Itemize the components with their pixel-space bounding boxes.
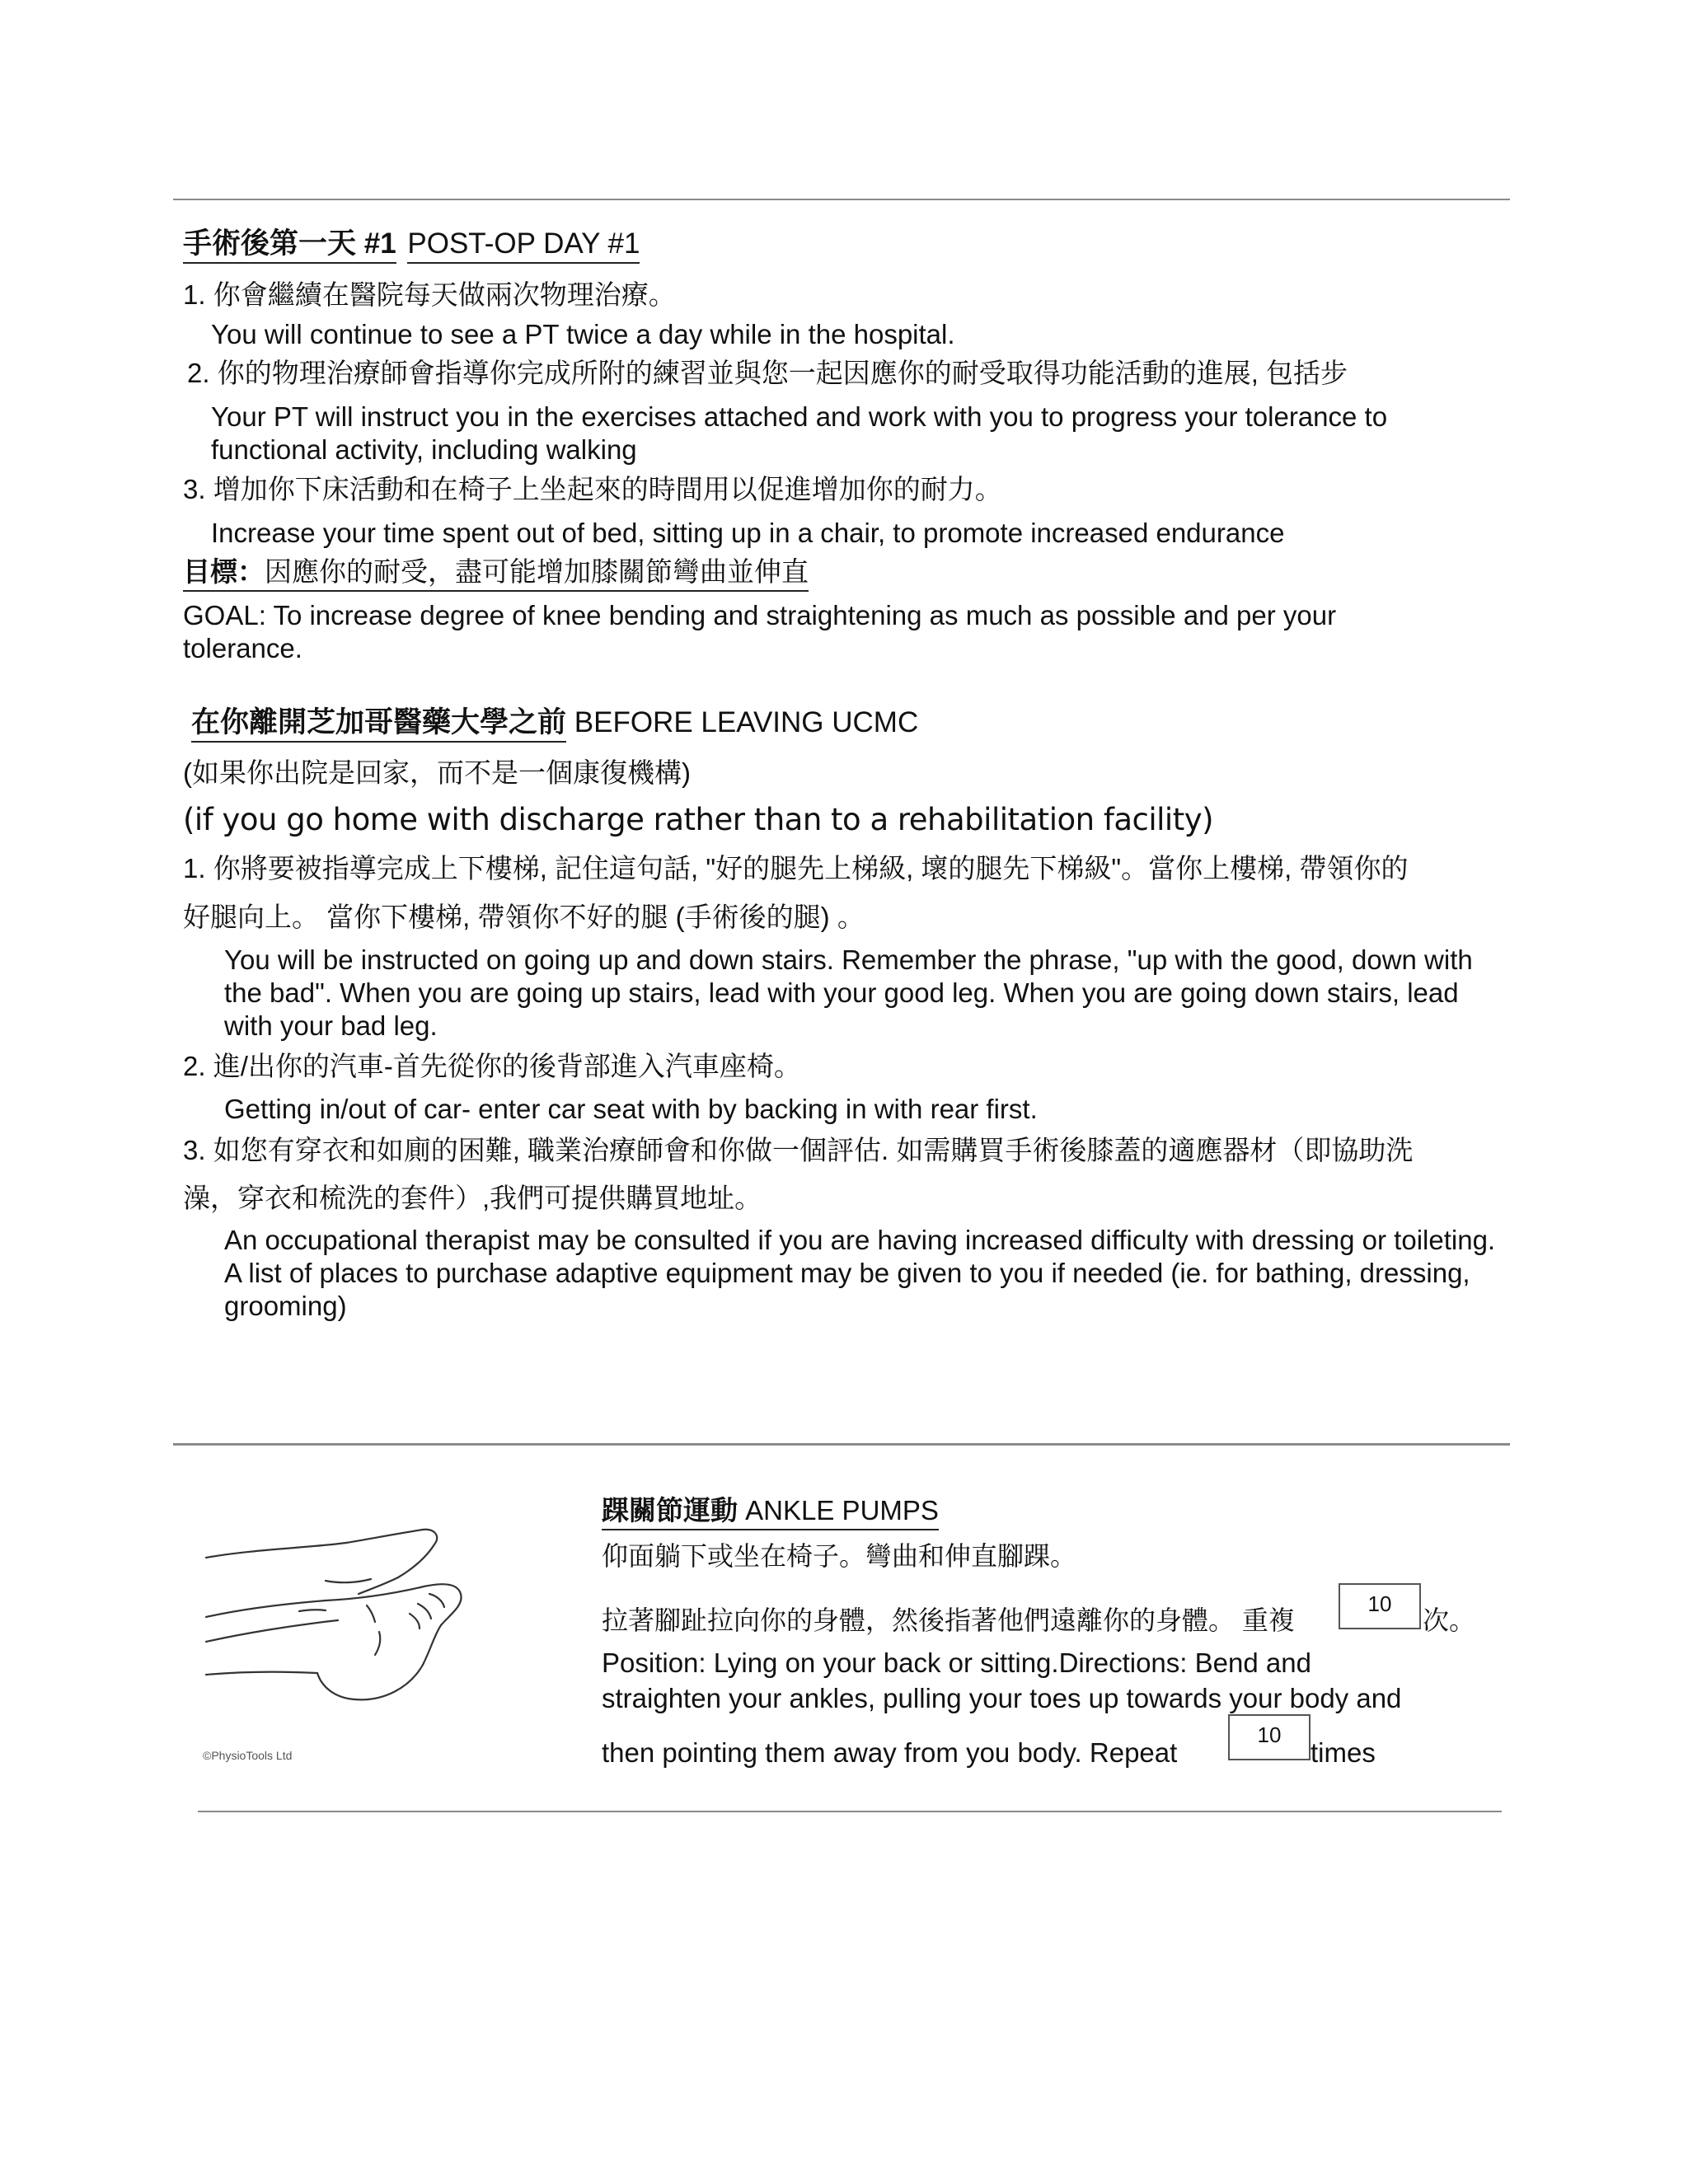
section2-item2-en: Getting in/out of car- enter car seat with by backing in with rear first. — [224, 1094, 1038, 1124]
exercise-en-line3: then pointing them away from you body. Repeat — [602, 1737, 1178, 1768]
section2-item3-zh-line1: 3. 如您有穿衣和如廁的困難, 職業治療師會和你做一個評估. 如需購買手術後膝蓋的適應器材（即協助洗 — [183, 1135, 1414, 1165]
goal-text-zh: 因應你的耐受，盡可能增加膝關節彎曲並伸直 — [265, 556, 809, 587]
image-credit: ©PhysioTools Ltd — [203, 1749, 293, 1762]
goal-heading-zh — [183, 555, 809, 592]
section2-heading-zh: 在你離開芝加哥醫藥大學之前 — [191, 706, 567, 738]
exercise-en-line2: straighten your ankles, pulling your toes up towards your body and — [602, 1683, 1402, 1713]
section2-item1-zh-line2: 好腿向上。 當你下樓梯, 帶領你不好的腿 (手術後的腿) 。 — [183, 902, 865, 932]
section2-item1-zh-line1: 1. 你將要被指導完成上下樓梯, 記住這句話, "好的腿先上梯級, 壞的腿先下梯級"。當你上樓梯, 帶領你的 — [183, 853, 1409, 883]
section1-heading — [183, 227, 640, 264]
ankle-pump-foot-illustration — [202, 1525, 466, 1714]
section2-heading — [191, 706, 918, 743]
section2-note-en: (if you go home with discharge rather than to a rehabilitation facility) — [183, 802, 1214, 837]
exercise-title-en: ANKLE PUMPS — [745, 1495, 939, 1526]
goal-label-zh: 目標： — [183, 556, 265, 587]
exercise-en-line1: Position: Lying on your back or sitting.Directions: Bend and — [602, 1647, 1311, 1678]
section1-item2-zh: 2. 你的物理治療師會指導你完成所附的練習並與您一起因應你的耐受取得功能活動的進展, 包括步 — [187, 358, 1348, 388]
exercise-bottom-divider — [198, 1811, 1502, 1812]
section2-item3-zh-line2: 澡，穿衣和梳洗的套件）,我們可提供購買地址。 — [183, 1183, 762, 1213]
section1-item2-en: Your PT will instruct you in the exercises attached and work with you to progress your tolerance to functional activity, including walking — [211, 401, 1388, 465]
section2-item3-en: An occupational therapist may be consulted if you are having increased difficulty with dressing or toileting. A list of places to purchase adaptive equipment may be given to you if needed (ie. for bathing, dressing, grooming) — [224, 1225, 1496, 1321]
exercise-line1-zh: 仰面躺下或坐在椅子。彎曲和伸直腳踝。 — [602, 1541, 1077, 1571]
section2-item1-en: You will be instructed on going up and down stairs. Remember the phrase, "up with the good, down with the bad". When you are going up stairs, lead with your good leg. When you are going down stairs, lead with your bad leg. — [224, 944, 1473, 1041]
reps-input-zh[interactable]: 10 — [1339, 1583, 1421, 1629]
goal-text-en: GOAL: To increase degree of knee bending and straightening as much as possible and per your tolerance. — [183, 600, 1337, 663]
exercise-line2-zh: 拉著腳趾拉向你的身體，然後指著他們遠離你的身體。 重複 — [602, 1605, 1295, 1635]
exercise-line2-zh-suffix: 次。 — [1423, 1605, 1476, 1635]
section2-item2-zh: 2. 進/出你的汽車-首先從你的後背部進入汽車座椅。 — [183, 1051, 801, 1081]
exercise-title — [602, 1494, 939, 1530]
top-divider — [173, 199, 1510, 200]
exercise-en-suffix: times — [1311, 1737, 1376, 1768]
section2-note-zh: (如果你出院是回家，而不是一個康復機構) — [183, 757, 691, 788]
section1-item3-zh: 3. 增加你下床活動和在椅子上坐起來的時間用以促進增加你的耐力。 — [183, 474, 1002, 504]
exercise-title-zh: 踝關節運動 — [602, 1495, 738, 1526]
reps-input-en[interactable]: 10 — [1228, 1714, 1311, 1760]
section1-heading-en: POST-OP DAY #1 — [407, 227, 640, 260]
exercise-top-divider — [173, 1443, 1510, 1446]
section1-heading-zh: 手術後第一天 #1 — [183, 227, 396, 260]
section2-heading-en: BEFORE LEAVING UCMC — [574, 706, 919, 738]
section1-item1-en: You will continue to see a PT twice a day while in the hospital. — [211, 319, 955, 349]
section1-item1-zh: 1. 你會繼續在醫院每天做兩次物理治療。 — [183, 279, 676, 310]
section1-item3-en: Increase your time spent out of bed, sitting up in a chair, to promote increased endurance — [211, 518, 1285, 548]
